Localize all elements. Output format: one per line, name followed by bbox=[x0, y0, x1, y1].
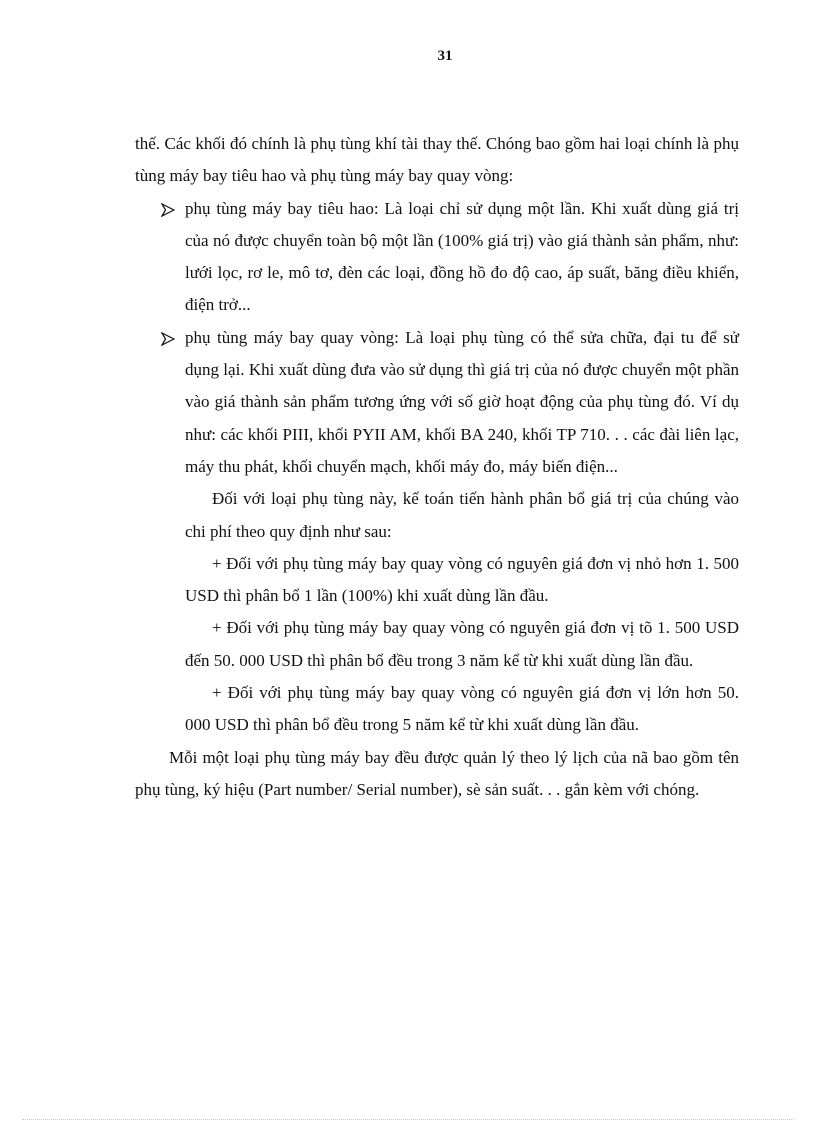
intro-paragraph: thế. Các khối đó chính là phụ tùng khí tài thay thế. Chóng bao gồm hai loại chính là phụ tùng máy bay tiêu hao và phụ tùng máy bay quay vòng: bbox=[135, 134, 739, 186]
arrow-bullet-icon bbox=[161, 332, 175, 346]
allocation-rule: + Đối với phụ tùng máy bay quay vòng có nguyên giá đơn vị nhỏ hơn 1. 500 USD thì phân bổ 1 lần (100%) khi xuất dùng lần đầu. bbox=[185, 553, 739, 606]
arrow-bullet-icon bbox=[161, 203, 175, 217]
allocation-intro: Đối với loại phụ tùng này, kế toán tiến hành phân bổ giá trị của chúng vào chi phí theo quy định như sau: bbox=[185, 489, 739, 541]
page-number: 31 bbox=[437, 48, 453, 64]
bullet-text: phụ tùng máy bay tiêu hao: Là loại chỉ sử dụng một lần. Khi xuất dùng giá trị của nó được chuyển toàn bộ một lần (100% giá trị) vào giá thành sản phẩm, như: lưới lọc, rơ le, mô tơ, đèn các loại, đồng hồ đo độ cao, áp suất, băng điều khiển, điện trở... bbox=[185, 198, 739, 315]
allocation-rule: + Đối với phụ tùng máy bay quay vòng có nguyên giá đơn vị tõ 1. 500 USD đến 50. 000 USD thì phân bổ đều trong 3 năm kể từ khi xuất dùng lần đầu. bbox=[185, 618, 739, 670]
bullet-item-consumable bbox=[135, 193, 739, 322]
bullet-text: phụ tùng máy bay quay vòng: Là loại phụ tùng có thể sửa chữa, đại tu để sử dụng lại. Khi xuất dùng đưa vào sử dụng thì giá trị của nó được chuyển một phần vào giá thành sản phẩm tương ứng với số giờ hoạt động của phụ tùng đó. Ví dụ như: các khối PIII, khối PYII AM, khối BA 240, khối TP 710. . . các đài liên lạc, máy thu phát, khối chuyển mạch, khối máy đo, máy biến điện... bbox=[185, 327, 739, 476]
bullet-item-rotable bbox=[135, 322, 739, 483]
page-bottom-divider bbox=[22, 1119, 794, 1120]
document-body bbox=[135, 128, 739, 806]
allocation-rule: + Đối với phụ tùng máy bay quay vòng có nguyên giá đơn vị lớn hơn 50. 000 USD thì phân bổ đều trong 5 năm kể từ khi xuất dùng lần đầu. bbox=[185, 683, 739, 735]
closing-paragraph: Mỗi một loại phụ tùng máy bay đều được quản lý theo lý lịch của nã bao gồm tên phụ tùng, ký hiệu (Part number/ Serial number), sè sản suất. . . gắn kèm với chóng. bbox=[135, 747, 739, 799]
